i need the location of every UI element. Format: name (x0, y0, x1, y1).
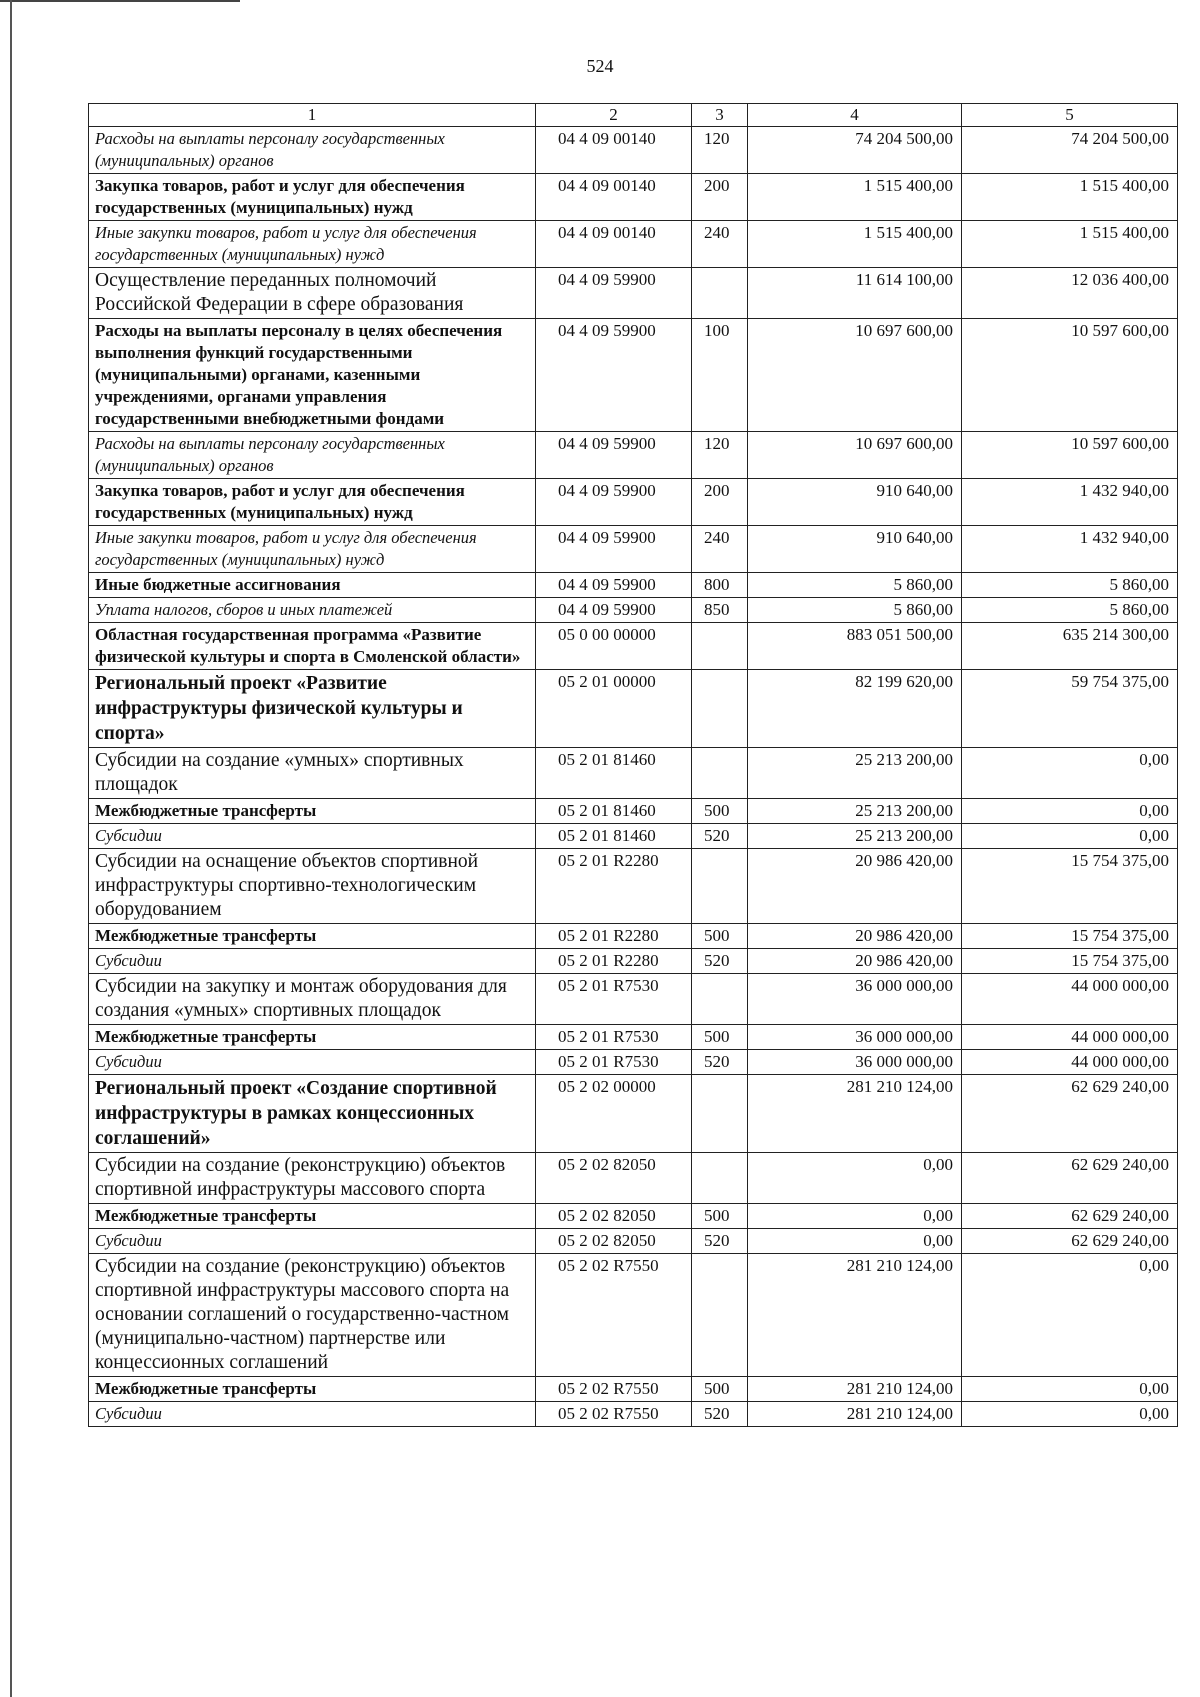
row-expense-type (692, 670, 748, 748)
row-amount-col4: 281 210 124,00 (748, 1254, 962, 1377)
row-name: Субсидии на оснащение объектов спортивной инфраструктуры спортивно-технологическим оборудованием (89, 849, 536, 924)
table-row (89, 623, 1178, 670)
row-amount-col4: 10 697 600,00 (748, 432, 962, 479)
row-expense-type: 500 (692, 1204, 748, 1229)
row-amount-col5: 0,00 (962, 1254, 1178, 1377)
row-amount-col4: 0,00 (748, 1229, 962, 1254)
row-code: 05 2 01 R7530 (536, 1050, 692, 1075)
row-amount-col5: 74 204 500,00 (962, 127, 1178, 174)
table-row (89, 670, 1178, 748)
row-amount-col4: 281 210 124,00 (748, 1075, 962, 1153)
row-code: 04 4 09 59900 (536, 598, 692, 623)
column-header: 5 (962, 104, 1178, 127)
row-amount-col4: 36 000 000,00 (748, 974, 962, 1025)
row-expense-type: 200 (692, 479, 748, 526)
table-row (89, 799, 1178, 824)
table-row (89, 1204, 1178, 1229)
budget-table (88, 103, 1178, 1427)
row-amount-col5: 62 629 240,00 (962, 1075, 1178, 1153)
row-code: 05 2 01 R2280 (536, 924, 692, 949)
row-name: Осуществление переданных полномочий Российской Федерации в сфере образования (89, 268, 536, 319)
row-amount-col5: 12 036 400,00 (962, 268, 1178, 319)
row-name: Межбюджетные трансферты (89, 1204, 536, 1229)
row-name: Субсидии (89, 949, 536, 974)
row-amount-col5: 44 000 000,00 (962, 974, 1178, 1025)
row-amount-col4: 36 000 000,00 (748, 1050, 962, 1075)
row-code: 04 4 09 59900 (536, 526, 692, 573)
row-amount-col4: 5 860,00 (748, 598, 962, 623)
table-row (89, 824, 1178, 849)
row-expense-type: 100 (692, 319, 748, 432)
row-name: Региональный проект «Создание спортивной инфраструктуры в рамках концессионных соглашений» (89, 1075, 536, 1153)
row-amount-col4: 36 000 000,00 (748, 1025, 962, 1050)
row-amount-col5: 1 515 400,00 (962, 221, 1178, 268)
row-expense-type: 800 (692, 573, 748, 598)
row-name: Расходы на выплаты персоналу государственных (муниципальных) органов (89, 432, 536, 479)
row-name: Субсидии (89, 824, 536, 849)
table-row (89, 1050, 1178, 1075)
row-amount-col5: 5 860,00 (962, 598, 1178, 623)
table-row (89, 1377, 1178, 1402)
row-name: Областная государственная программа «Развитие физической культуры и спорта в Смоленской области» (89, 623, 536, 670)
row-name: Иные бюджетные ассигнования (89, 573, 536, 598)
row-amount-col5: 0,00 (962, 799, 1178, 824)
table-row (89, 174, 1178, 221)
row-amount-col5: 62 629 240,00 (962, 1204, 1178, 1229)
row-amount-col5: 59 754 375,00 (962, 670, 1178, 748)
row-code: 05 2 02 82050 (536, 1204, 692, 1229)
row-amount-col5: 10 597 600,00 (962, 319, 1178, 432)
row-amount-col4: 910 640,00 (748, 526, 962, 573)
row-code: 05 2 02 R7550 (536, 1254, 692, 1377)
row-expense-type: 520 (692, 1229, 748, 1254)
row-expense-type: 240 (692, 221, 748, 268)
row-amount-col4: 82 199 620,00 (748, 670, 962, 748)
row-amount-col4: 281 210 124,00 (748, 1402, 962, 1427)
row-name: Расходы на выплаты персоналу государственных (муниципальных) органов (89, 127, 536, 174)
row-name: Иные закупки товаров, работ и услуг для обеспечения государственных (муниципальных) нужд (89, 221, 536, 268)
row-expense-type: 240 (692, 526, 748, 573)
row-code: 05 2 01 81460 (536, 799, 692, 824)
row-amount-col5: 15 754 375,00 (962, 949, 1178, 974)
table-row (89, 573, 1178, 598)
row-code: 05 2 02 82050 (536, 1153, 692, 1204)
row-name: Расходы на выплаты персоналу в целях обеспечения выполнения функций государственными (муниципальными) органами, казенными учреждениями, органами управления государственными внебюджетными фондами (89, 319, 536, 432)
row-amount-col5: 62 629 240,00 (962, 1229, 1178, 1254)
row-name: Субсидии (89, 1402, 536, 1427)
table-header-row (89, 104, 1178, 127)
row-expense-type: 120 (692, 432, 748, 479)
row-code: 04 4 09 59900 (536, 319, 692, 432)
row-expense-type (692, 1153, 748, 1204)
table-row (89, 1229, 1178, 1254)
row-amount-col4: 25 213 200,00 (748, 824, 962, 849)
row-amount-col4: 910 640,00 (748, 479, 962, 526)
row-code: 04 4 09 00140 (536, 174, 692, 221)
row-amount-col4: 20 986 420,00 (748, 924, 962, 949)
row-name: Субсидии (89, 1050, 536, 1075)
row-name: Закупка товаров, работ и услуг для обеспечения государственных (муниципальных) нужд (89, 479, 536, 526)
row-expense-type: 500 (692, 1377, 748, 1402)
table-row (89, 598, 1178, 623)
row-amount-col5: 44 000 000,00 (962, 1050, 1178, 1075)
row-amount-col5: 0,00 (962, 824, 1178, 849)
row-expense-type: 520 (692, 1050, 748, 1075)
column-header: 3 (692, 104, 748, 127)
row-name: Уплата налогов, сборов и иных платежей (89, 598, 536, 623)
scan-edge-top (0, 0, 240, 2)
row-amount-col5: 635 214 300,00 (962, 623, 1178, 670)
row-expense-type: 520 (692, 824, 748, 849)
row-code: 05 2 01 R7530 (536, 1025, 692, 1050)
table-row (89, 949, 1178, 974)
table-row (89, 221, 1178, 268)
row-expense-type: 120 (692, 127, 748, 174)
table-row (89, 924, 1178, 949)
row-name: Межбюджетные трансферты (89, 799, 536, 824)
row-code: 05 2 01 00000 (536, 670, 692, 748)
row-expense-type (692, 1254, 748, 1377)
row-expense-type (692, 1075, 748, 1153)
row-name: Субсидии (89, 1229, 536, 1254)
row-code: 04 4 09 00140 (536, 221, 692, 268)
row-name: Закупка товаров, работ и услуг для обеспечения государственных (муниципальных) нужд (89, 174, 536, 221)
row-amount-col5: 15 754 375,00 (962, 924, 1178, 949)
row-expense-type (692, 268, 748, 319)
table-row (89, 1025, 1178, 1050)
row-code: 05 2 02 R7550 (536, 1377, 692, 1402)
row-amount-col4: 20 986 420,00 (748, 949, 962, 974)
row-code: 05 2 01 R7530 (536, 974, 692, 1025)
row-expense-type (692, 623, 748, 670)
table-row (89, 526, 1178, 573)
table-row (89, 748, 1178, 799)
row-amount-col4: 1 515 400,00 (748, 174, 962, 221)
row-name: Региональный проект «Развитие инфраструктуры физической культуры и спорта» (89, 670, 536, 748)
table-row (89, 127, 1178, 174)
row-expense-type (692, 849, 748, 924)
row-amount-col5: 0,00 (962, 1402, 1178, 1427)
table-row (89, 432, 1178, 479)
row-name: Межбюджетные трансферты (89, 1377, 536, 1402)
row-amount-col4: 20 986 420,00 (748, 849, 962, 924)
row-amount-col4: 0,00 (748, 1153, 962, 1204)
row-amount-col5: 1 515 400,00 (962, 174, 1178, 221)
row-amount-col4: 5 860,00 (748, 573, 962, 598)
row-code: 05 2 01 R2280 (536, 849, 692, 924)
scan-edge-left (10, 0, 12, 1697)
column-header: 1 (89, 104, 536, 127)
row-amount-col5: 10 597 600,00 (962, 432, 1178, 479)
row-name: Субсидии на создание (реконструкцию) объектов спортивной инфраструктуры массового спорта (89, 1153, 536, 1204)
row-expense-type: 200 (692, 174, 748, 221)
row-code: 05 2 02 R7550 (536, 1402, 692, 1427)
row-code: 05 2 02 82050 (536, 1229, 692, 1254)
row-name: Межбюджетные трансферты (89, 924, 536, 949)
row-expense-type: 500 (692, 924, 748, 949)
row-amount-col5: 5 860,00 (962, 573, 1178, 598)
row-expense-type (692, 748, 748, 799)
row-amount-col5: 44 000 000,00 (962, 1025, 1178, 1050)
row-amount-col5: 0,00 (962, 748, 1178, 799)
row-amount-col4: 281 210 124,00 (748, 1377, 962, 1402)
row-amount-col4: 11 614 100,00 (748, 268, 962, 319)
row-amount-col5: 62 629 240,00 (962, 1153, 1178, 1204)
row-amount-col5: 1 432 940,00 (962, 526, 1178, 573)
row-expense-type (692, 974, 748, 1025)
row-name: Субсидии на закупку и монтаж оборудования для создания «умных» спортивных площадок (89, 974, 536, 1025)
column-header: 2 (536, 104, 692, 127)
row-code: 04 4 09 59900 (536, 573, 692, 598)
row-expense-type: 850 (692, 598, 748, 623)
table-row (89, 319, 1178, 432)
row-name: Иные закупки товаров, работ и услуг для обеспечения государственных (муниципальных) нужд (89, 526, 536, 573)
row-code: 05 2 01 81460 (536, 748, 692, 799)
row-amount-col4: 25 213 200,00 (748, 799, 962, 824)
row-amount-col4: 25 213 200,00 (748, 748, 962, 799)
row-code: 05 2 01 81460 (536, 824, 692, 849)
row-amount-col4: 74 204 500,00 (748, 127, 962, 174)
row-expense-type: 500 (692, 799, 748, 824)
row-code: 04 4 09 59900 (536, 479, 692, 526)
table-row (89, 268, 1178, 319)
row-amount-col4: 10 697 600,00 (748, 319, 962, 432)
row-code: 04 4 09 59900 (536, 268, 692, 319)
page-number: 524 (586, 56, 614, 76)
table-row (89, 1254, 1178, 1377)
row-name: Субсидии на создание (реконструкцию) объектов спортивной инфраструктуры массового спорта на основании соглашений о государственно-частном (муниципально-частном) партнерстве или концессионных соглашений (89, 1254, 536, 1377)
table-row (89, 479, 1178, 526)
table-row (89, 849, 1178, 924)
row-expense-type: 520 (692, 949, 748, 974)
row-amount-col5: 1 432 940,00 (962, 479, 1178, 526)
row-expense-type: 520 (692, 1402, 748, 1427)
row-code: 04 4 09 00140 (536, 127, 692, 174)
table-row (89, 1153, 1178, 1204)
table-row (89, 1075, 1178, 1153)
row-amount-col4: 1 515 400,00 (748, 221, 962, 268)
row-code: 05 0 00 00000 (536, 623, 692, 670)
column-header: 4 (748, 104, 962, 127)
table-row (89, 974, 1178, 1025)
row-code: 05 2 01 R2280 (536, 949, 692, 974)
row-code: 05 2 02 00000 (536, 1075, 692, 1153)
row-amount-col4: 0,00 (748, 1204, 962, 1229)
row-amount-col5: 15 754 375,00 (962, 849, 1178, 924)
row-name: Субсидии на создание «умных» спортивных площадок (89, 748, 536, 799)
row-amount-col4: 883 051 500,00 (748, 623, 962, 670)
row-code: 04 4 09 59900 (536, 432, 692, 479)
row-expense-type: 500 (692, 1025, 748, 1050)
row-name: Межбюджетные трансферты (89, 1025, 536, 1050)
table-row (89, 1402, 1178, 1427)
row-amount-col5: 0,00 (962, 1377, 1178, 1402)
